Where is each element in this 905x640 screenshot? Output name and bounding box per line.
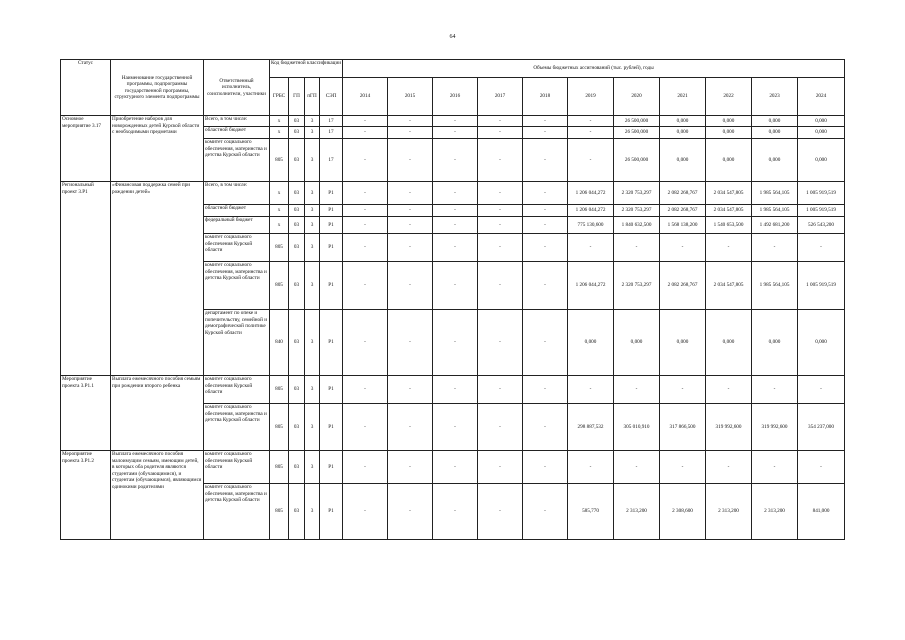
row-value: 1 005 919,519 (798, 182, 845, 205)
row-value: 0,000 (660, 116, 706, 127)
header-year: 2017 (478, 78, 523, 116)
row-value: 2 308,600 (660, 484, 706, 540)
row-code: 03 (289, 234, 305, 262)
row-value: - (433, 205, 478, 217)
row-value: - (523, 484, 568, 540)
row-value: - (433, 182, 478, 205)
row-code: 03 (289, 116, 305, 127)
row-value: 2 320 753,297 (614, 182, 660, 205)
row-value: 841,000 (798, 484, 845, 540)
row-value: 2 082 268,767 (660, 205, 706, 217)
row-code: 17 (320, 127, 343, 139)
row-executor: комитет социального обеспечения Курской области (204, 234, 270, 262)
row-value: - (388, 127, 433, 139)
row-value: - (478, 451, 523, 484)
row-code: 3 (305, 310, 320, 376)
row-executor: Всего, в том числе: (204, 116, 270, 127)
table-row (61, 182, 845, 205)
row-value: - (388, 376, 433, 404)
row-value: - (433, 484, 478, 540)
row-value: 0,000 (568, 310, 614, 376)
table-header (61, 60, 845, 116)
row-value: - (478, 116, 523, 127)
row-code: 3 (305, 404, 320, 451)
row-code: 03 (289, 217, 305, 234)
row-value: 1 005 919,519 (798, 262, 845, 310)
row-code: 805 (270, 139, 289, 182)
row-value: 2 034 547,805 (706, 182, 752, 205)
row-value: 2 313,200 (706, 484, 752, 540)
row-value: 1 568 138,200 (660, 217, 706, 234)
row-value: - (478, 139, 523, 182)
row-value: 0,000 (660, 310, 706, 376)
row-code: 805 (270, 234, 289, 262)
header-executor: Ответственный исполнитель, соисполнители, участники (204, 60, 270, 116)
row-value: - (388, 484, 433, 540)
row-value: - (343, 310, 388, 376)
row-status: Мероприятие проекта 3.Р1.1 (61, 376, 111, 451)
row-value: - (388, 116, 433, 127)
row-value: 0,000 (660, 139, 706, 182)
row-executor: комитет социального обеспечения Курской области (204, 376, 270, 404)
row-code: 805 (270, 484, 289, 540)
row-value: 2 313,200 (614, 484, 660, 540)
row-value: 0,000 (706, 116, 752, 127)
row-value: 0,000 (706, 139, 752, 182)
row-code: 3 (305, 116, 320, 127)
row-value: 2 034 547,805 (706, 205, 752, 217)
row-code: 3 (305, 262, 320, 310)
row-code: 3 (305, 205, 320, 217)
row-value: - (433, 404, 478, 451)
row-value: 1 985 564,105 (752, 262, 798, 310)
row-value: 2 034 547,805 (706, 262, 752, 310)
row-value: 2 082 268,767 (660, 262, 706, 310)
header-year: 2020 (614, 78, 660, 116)
row-value: - (433, 234, 478, 262)
row-value: - (343, 116, 388, 127)
row-code: х (270, 205, 289, 217)
row-value: - (388, 262, 433, 310)
row-value: - (614, 376, 660, 404)
header-year: 2015 (388, 78, 433, 116)
row-code: 3 (305, 139, 320, 182)
row-value: 26 500,000 (614, 127, 660, 139)
header-year: 2023 (752, 78, 798, 116)
row-value: 0,000 (614, 310, 660, 376)
row-value: - (478, 404, 523, 451)
row-value: - (568, 451, 614, 484)
row-executor: областной бюджет (204, 127, 270, 139)
row-value: - (523, 217, 568, 234)
row-value: - (568, 116, 614, 127)
row-value: - (478, 127, 523, 139)
row-code: 840 (270, 310, 289, 376)
table-row (61, 116, 845, 127)
row-value: - (706, 451, 752, 484)
row-code: 3 (305, 376, 320, 404)
row-value: 526 543,200 (798, 217, 845, 234)
row-value: - (343, 127, 388, 139)
row-value: - (433, 116, 478, 127)
row-executor: департамент по опеке и попечительству, семейной и демографической политике Курской области (204, 310, 270, 376)
row-value: 1 206 044,272 (568, 262, 614, 310)
row-code: 03 (289, 182, 305, 205)
row-code: Р1 (320, 484, 343, 540)
row-code: 03 (289, 451, 305, 484)
row-value: - (798, 376, 845, 404)
row-code: Р1 (320, 451, 343, 484)
row-code: Р1 (320, 404, 343, 451)
row-value: - (706, 376, 752, 404)
row-code: Р1 (320, 310, 343, 376)
row-value: 1 206 044,272 (568, 182, 614, 205)
row-value: 0,000 (798, 139, 845, 182)
row-value: - (478, 484, 523, 540)
row-value: 305 010,910 (614, 404, 660, 451)
row-executor: комитет социального обеспечения Курской области (204, 451, 270, 484)
row-value: - (660, 451, 706, 484)
row-code: 03 (289, 376, 305, 404)
row-code: 805 (270, 404, 289, 451)
row-value: 0,000 (752, 310, 798, 376)
row-value: - (433, 139, 478, 182)
row-value: 2 313,200 (752, 484, 798, 540)
row-value: - (343, 182, 388, 205)
row-value: - (343, 139, 388, 182)
row-value: 1 492 681,200 (752, 217, 798, 234)
row-value: 1 985 564,105 (752, 182, 798, 205)
row-status: Региональный проект 3.Р1 (61, 182, 111, 376)
row-value: - (614, 234, 660, 262)
row-value: - (568, 139, 614, 182)
row-value: - (388, 234, 433, 262)
budget-table (60, 59, 845, 540)
header-code-group: Код бюджетной классификации (270, 60, 343, 78)
row-value: - (388, 217, 433, 234)
table-body (61, 116, 845, 540)
row-code: 03 (289, 139, 305, 182)
row-value: - (433, 451, 478, 484)
row-code: 03 (289, 404, 305, 451)
row-code: х (270, 116, 289, 127)
row-name: Выплата ежемесячного пособия малоимущим семьям, имеющим детей, в которых оба родителя являются студентами (обучающимися), и студентам (обучающимся), являющимся одинокими родителями (111, 451, 204, 540)
table-row (61, 376, 845, 404)
row-value: 26 500,000 (614, 116, 660, 127)
row-code: 03 (289, 484, 305, 540)
header-year: 2019 (568, 78, 614, 116)
row-name: Приобретение наборов для новорожденных детей Курской области с необходимыми предметами (111, 116, 204, 182)
row-code: 3 (305, 484, 320, 540)
row-value: - (478, 310, 523, 376)
row-value: 0,000 (660, 127, 706, 139)
row-code: 17 (320, 139, 343, 182)
row-value: - (798, 451, 845, 484)
row-value: 0,000 (752, 139, 798, 182)
header-name: Наименование государственной программы, подпрограммы государственной программы, структурного элемента подпрограммы (111, 60, 204, 116)
row-value: 2 082 268,767 (660, 182, 706, 205)
row-code: 03 (289, 205, 305, 217)
row-value: 319 992,600 (706, 404, 752, 451)
row-value: - (614, 451, 660, 484)
row-value: - (660, 376, 706, 404)
row-value: 317 866,500 (660, 404, 706, 451)
row-value: - (523, 116, 568, 127)
row-value: 0,000 (798, 116, 845, 127)
row-code: Р1 (320, 234, 343, 262)
row-value: - (706, 234, 752, 262)
row-value: 1 005 919,519 (798, 205, 845, 217)
row-value: - (478, 205, 523, 217)
row-value: - (523, 139, 568, 182)
row-value: 1 985 564,105 (752, 205, 798, 217)
row-value: - (433, 376, 478, 404)
row-code: 03 (289, 310, 305, 376)
header-code: пГП (305, 78, 320, 116)
page-number: 64 (449, 34, 456, 40)
row-code: 3 (305, 451, 320, 484)
row-value: - (523, 376, 568, 404)
row-value: - (798, 234, 845, 262)
header-volumes: Объемы бюджетных ассигнований (тыс. рублей), годы (343, 60, 845, 78)
row-value: - (478, 217, 523, 234)
row-code: Р1 (320, 376, 343, 404)
row-value: 1 540 653,500 (706, 217, 752, 234)
row-value: 0,000 (798, 310, 845, 376)
row-status: Мероприятие проекта 3.Р1.2 (61, 451, 111, 540)
row-value: - (478, 182, 523, 205)
row-value: 1 840 632,500 (614, 217, 660, 234)
header-year: 2018 (523, 78, 568, 116)
row-value: 0,000 (752, 116, 798, 127)
header-code: ГП (289, 78, 305, 116)
row-value: - (343, 451, 388, 484)
row-executor: комитет социального обеспечения, материнства и детства Курской области (204, 484, 270, 540)
row-value: 775 130,600 (568, 217, 614, 234)
row-code: Р1 (320, 205, 343, 217)
row-code: х (270, 182, 289, 205)
header-year: 2022 (706, 78, 752, 116)
row-value: - (388, 451, 433, 484)
row-value: 1 206 044,272 (568, 205, 614, 217)
row-value: 354 237,000 (798, 404, 845, 451)
row-value: - (752, 376, 798, 404)
row-value: - (478, 234, 523, 262)
row-code: 03 (289, 262, 305, 310)
row-value: 298 887,532 (568, 404, 614, 451)
row-executor: федеральный бюджет (204, 217, 270, 234)
table-row (61, 451, 845, 484)
row-value: - (388, 404, 433, 451)
row-value: - (752, 234, 798, 262)
row-value: - (388, 310, 433, 376)
header-year: 2014 (343, 78, 388, 116)
row-value: - (523, 262, 568, 310)
header-status: Статус (61, 60, 111, 116)
row-value: - (568, 127, 614, 139)
row-value: - (523, 310, 568, 376)
row-value: - (433, 217, 478, 234)
row-value: - (343, 217, 388, 234)
row-value: - (343, 234, 388, 262)
row-value: - (752, 451, 798, 484)
row-value: 26 500,000 (614, 139, 660, 182)
header-year: 2024 (798, 78, 845, 116)
row-status: Основное мероприятие 3.17 (61, 116, 111, 182)
row-value: 0,000 (798, 127, 845, 139)
row-code: 3 (305, 182, 320, 205)
row-code: 805 (270, 262, 289, 310)
row-executor: комитет социального обеспечения, материнства и детства Курской области (204, 262, 270, 310)
row-code: Р1 (320, 217, 343, 234)
row-value: 0,000 (706, 127, 752, 139)
row-value: - (478, 262, 523, 310)
row-value: 2 320 753,297 (614, 205, 660, 217)
row-value: 585,770 (568, 484, 614, 540)
row-code: 17 (320, 116, 343, 127)
row-value: - (523, 404, 568, 451)
row-value: - (568, 234, 614, 262)
row-code: 3 (305, 217, 320, 234)
row-value: - (343, 404, 388, 451)
row-value: 319 992,600 (752, 404, 798, 451)
row-value: - (343, 262, 388, 310)
row-code: Р1 (320, 262, 343, 310)
row-code: Р1 (320, 182, 343, 205)
row-value: - (388, 205, 433, 217)
row-name: Выплата ежемесячного пособия семьям при рождении второго ребенка (111, 376, 204, 451)
row-executor: комитет социального обеспечения, материнства и детства Курской области (204, 139, 270, 182)
row-code: х (270, 217, 289, 234)
row-executor: комитет социального обеспечения, материнства и детства Курской области (204, 404, 270, 451)
row-value: - (523, 127, 568, 139)
row-value: - (433, 127, 478, 139)
row-code: 3 (305, 234, 320, 262)
row-value: - (523, 205, 568, 217)
row-code: 805 (270, 451, 289, 484)
row-value: 0,000 (752, 127, 798, 139)
row-code: 03 (289, 127, 305, 139)
row-code: 805 (270, 376, 289, 404)
row-value: - (568, 376, 614, 404)
row-value: - (343, 376, 388, 404)
row-value: - (478, 376, 523, 404)
header-code: ГРБС (270, 78, 289, 116)
row-executor: Всего, в том числе: (204, 182, 270, 205)
header-year: 2021 (660, 78, 706, 116)
row-value: - (660, 234, 706, 262)
row-value: - (388, 182, 433, 205)
row-value: - (523, 234, 568, 262)
row-value: 0,000 (706, 310, 752, 376)
row-executor: областной бюджет (204, 205, 270, 217)
row-value: - (523, 182, 568, 205)
row-value: - (343, 205, 388, 217)
row-value: - (388, 139, 433, 182)
header-code: СЭП (320, 78, 343, 116)
row-name: «Финансовая поддержка семей при рождении детей» (111, 182, 204, 376)
row-value: - (523, 451, 568, 484)
row-code: 3 (305, 127, 320, 139)
row-value: - (433, 262, 478, 310)
row-code: х (270, 127, 289, 139)
header-year: 2016 (433, 78, 478, 116)
row-value: 2 320 753,297 (614, 262, 660, 310)
row-value: - (433, 310, 478, 376)
row-value: - (343, 484, 388, 540)
